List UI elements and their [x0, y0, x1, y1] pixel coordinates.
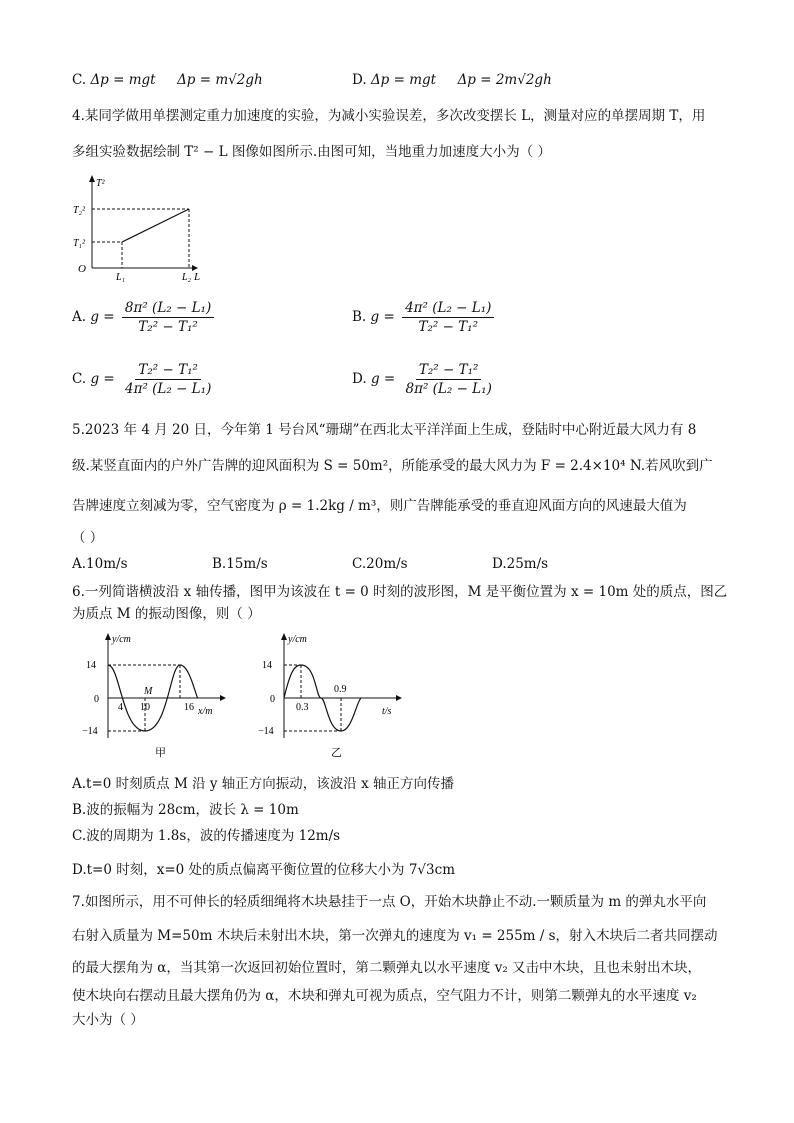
option-label: B.: [352, 309, 367, 325]
y-axis-arrow: [281, 633, 287, 640]
y-min-label: −14: [82, 726, 98, 737]
q4-option-c: [72, 362, 217, 397]
q6-option-a: A.t=0 时刻质点 M 沿 y 轴正方向振动，该波沿 x 轴正方向传播: [72, 776, 454, 792]
x-tick-l2: L₂: [182, 272, 192, 283]
fraction-denominator: 4π² (L₂ − L₁): [124, 381, 212, 397]
q5-option-d: D.25m/s: [492, 556, 549, 572]
q4-stem-line1: 4.某同学做用单摆测定重力加速度的实验，为减小实验误差，多次改变摆长 L，测量对应的单摆周期 T，用: [72, 108, 706, 124]
fraction-denominator: 8π² (L₂ − L₁): [405, 381, 492, 397]
point-m-label: M: [144, 686, 153, 697]
option-label: D.: [352, 72, 367, 88]
option-label: A.: [72, 309, 87, 325]
figure-caption: 乙: [331, 747, 342, 759]
fraction-denominator: T₂² − T₁²: [138, 319, 198, 335]
x-axis-label: x/m: [198, 706, 213, 717]
q5-stem-line3: 告牌速度立刻减为零，空气密度为 ρ = 1.2kg / m³，则广告牌能承受的垂直迎风面方向的风速最大值为: [72, 498, 687, 514]
q5-stem-line1: 5.2023 年 4 月 20 日，今年第 1 号台风“珊瑚”在西北太平洋洋面上生成，登陆时中心附近最大风力有 8: [72, 422, 697, 438]
q3-option-c: [72, 72, 263, 88]
zero-label: 0: [94, 694, 99, 705]
option-lhs: g =: [370, 371, 396, 387]
t-axis-label: t/s: [382, 706, 392, 717]
y-max-label: 14: [86, 660, 96, 671]
q6-option-b: B.波的振幅为 28cm，波长 λ = 10m: [72, 802, 299, 818]
y-tick-t2: T₂²: [73, 205, 86, 216]
figure-caption: 甲: [155, 747, 166, 759]
q5-stem-line2: 级.某竖直面内的户外广告牌的迎风面积为 S = 50m²，所能承受的最大风力为 F = 2.4×10⁴ N.若风吹到广: [72, 458, 713, 474]
t-axis-arrow: [396, 695, 402, 701]
q5-option-c: C.20m/s: [352, 556, 408, 572]
q6-wave-graph-jia: [80, 628, 230, 763]
option-expression: Δp = mgt: [90, 72, 156, 88]
q6-option-c: C.波的周期为 1.8s，波的传播速度为 12m/s: [72, 828, 341, 844]
t-tick-0-3: 0.3: [296, 702, 309, 713]
q4-option-d: [352, 362, 498, 397]
q4-stem-line2: 多组实验数据绘制 T² − L 图像如图所示.由图可知，当地重力加速度大小为（ ）: [72, 144, 551, 160]
q4-t2-l-graph: [72, 172, 202, 284]
zero-label: 0: [270, 694, 275, 705]
option-lhs: g =: [90, 371, 115, 387]
option-fraction: [402, 300, 494, 335]
option-expression: Δp = m√2gh: [177, 72, 263, 88]
option-expression: Δp = 2m√2gh: [457, 72, 552, 88]
origin-label: O: [78, 263, 86, 275]
option-fraction: [402, 362, 494, 397]
y-axis-arrow: [105, 633, 111, 640]
option-label: D.: [352, 371, 367, 387]
q6-stem-line1: 6.一列简谐横波沿 x 轴传播，图甲为该波在 t = 0 时刻的波形图，M 是平衡位置为 x = 10m 处的质点，图乙: [72, 584, 728, 600]
y-axis-label: y/cm: [288, 634, 307, 645]
t-tick-0-9: 0.9: [334, 684, 347, 695]
y-axis-label: T²: [96, 178, 105, 189]
q4-option-a: [72, 300, 217, 335]
q6-vibration-graph-yi: [256, 628, 406, 763]
x-axis-label: L: [194, 271, 201, 283]
x-tick-16: 16: [184, 702, 194, 713]
option-lhs: g =: [90, 309, 115, 325]
fraction-numerator: T₂² − T₁²: [416, 362, 482, 380]
q5-stem-line4: （ ）: [72, 530, 104, 546]
x-tick-10: 10: [140, 702, 150, 713]
y-axis-arrow: [89, 175, 95, 182]
q3-option-d: [352, 72, 552, 88]
option-label: C.: [72, 72, 87, 88]
q6-option-d: D.t=0 时刻，x=0 处的质点偏离平衡位置的位移大小为 7√3cm: [72, 862, 455, 878]
fraction-numerator: 4π² (L₂ − L₁): [402, 300, 494, 318]
y-axis-label: y/cm: [112, 634, 131, 645]
y-max-label: 14: [262, 660, 272, 671]
x-tick-l1: L₁: [116, 272, 126, 283]
q7-stem-line3: 的最大摆角为 α，当其第一次返回初始位置时，第二颗弹丸以水平速度 v₂ 又击中木块，且也未射出木块，: [72, 960, 702, 976]
option-fraction: [122, 300, 214, 335]
q5-option-b: B.15m/s: [212, 556, 268, 572]
option-lhs: g =: [370, 309, 395, 325]
q7-stem-line2: 右射入质量为 M=50m 木块后未射出木块，第一次弹丸的速度为 v₁ = 255m / s，射入木块后二者共同摆动: [72, 928, 718, 944]
q6-stem-line2: 为质点 M 的振动图像，则（ ）: [72, 606, 261, 622]
q4-option-b: [352, 300, 497, 335]
x-tick-4: 4: [118, 702, 123, 713]
q7-stem-line5: 大小为（ ）: [72, 1012, 144, 1028]
option-expression: Δp = mgt: [370, 72, 437, 88]
q7-stem-line1: 7.如图所示，用不可伸长的轻质细绳将木块悬挂于一点 O，开始木块静止不动.一颗质量为 m 的弹丸水平向: [72, 894, 707, 910]
data-line: [122, 209, 189, 242]
option-label: C.: [72, 371, 87, 387]
x-axis-arrow: [220, 695, 226, 701]
y-min-label: −14: [258, 726, 274, 737]
fraction-denominator: T₂² − T₁²: [418, 319, 479, 335]
fraction-numerator: 8π² (L₂ − L₁): [122, 300, 214, 318]
option-fraction: [122, 362, 214, 397]
q7-stem-line4: 使木块向右摆动且最大摆角仍为 α，木块和弹丸可视为质点，空气阻力不计，则第二颗弹丸的水平速度 v₂: [72, 988, 697, 1004]
fraction-numerator: T₂² − T₁²: [135, 362, 201, 380]
q5-option-a: A.10m/s: [72, 556, 128, 572]
y-tick-t1: T₁²: [73, 238, 86, 249]
